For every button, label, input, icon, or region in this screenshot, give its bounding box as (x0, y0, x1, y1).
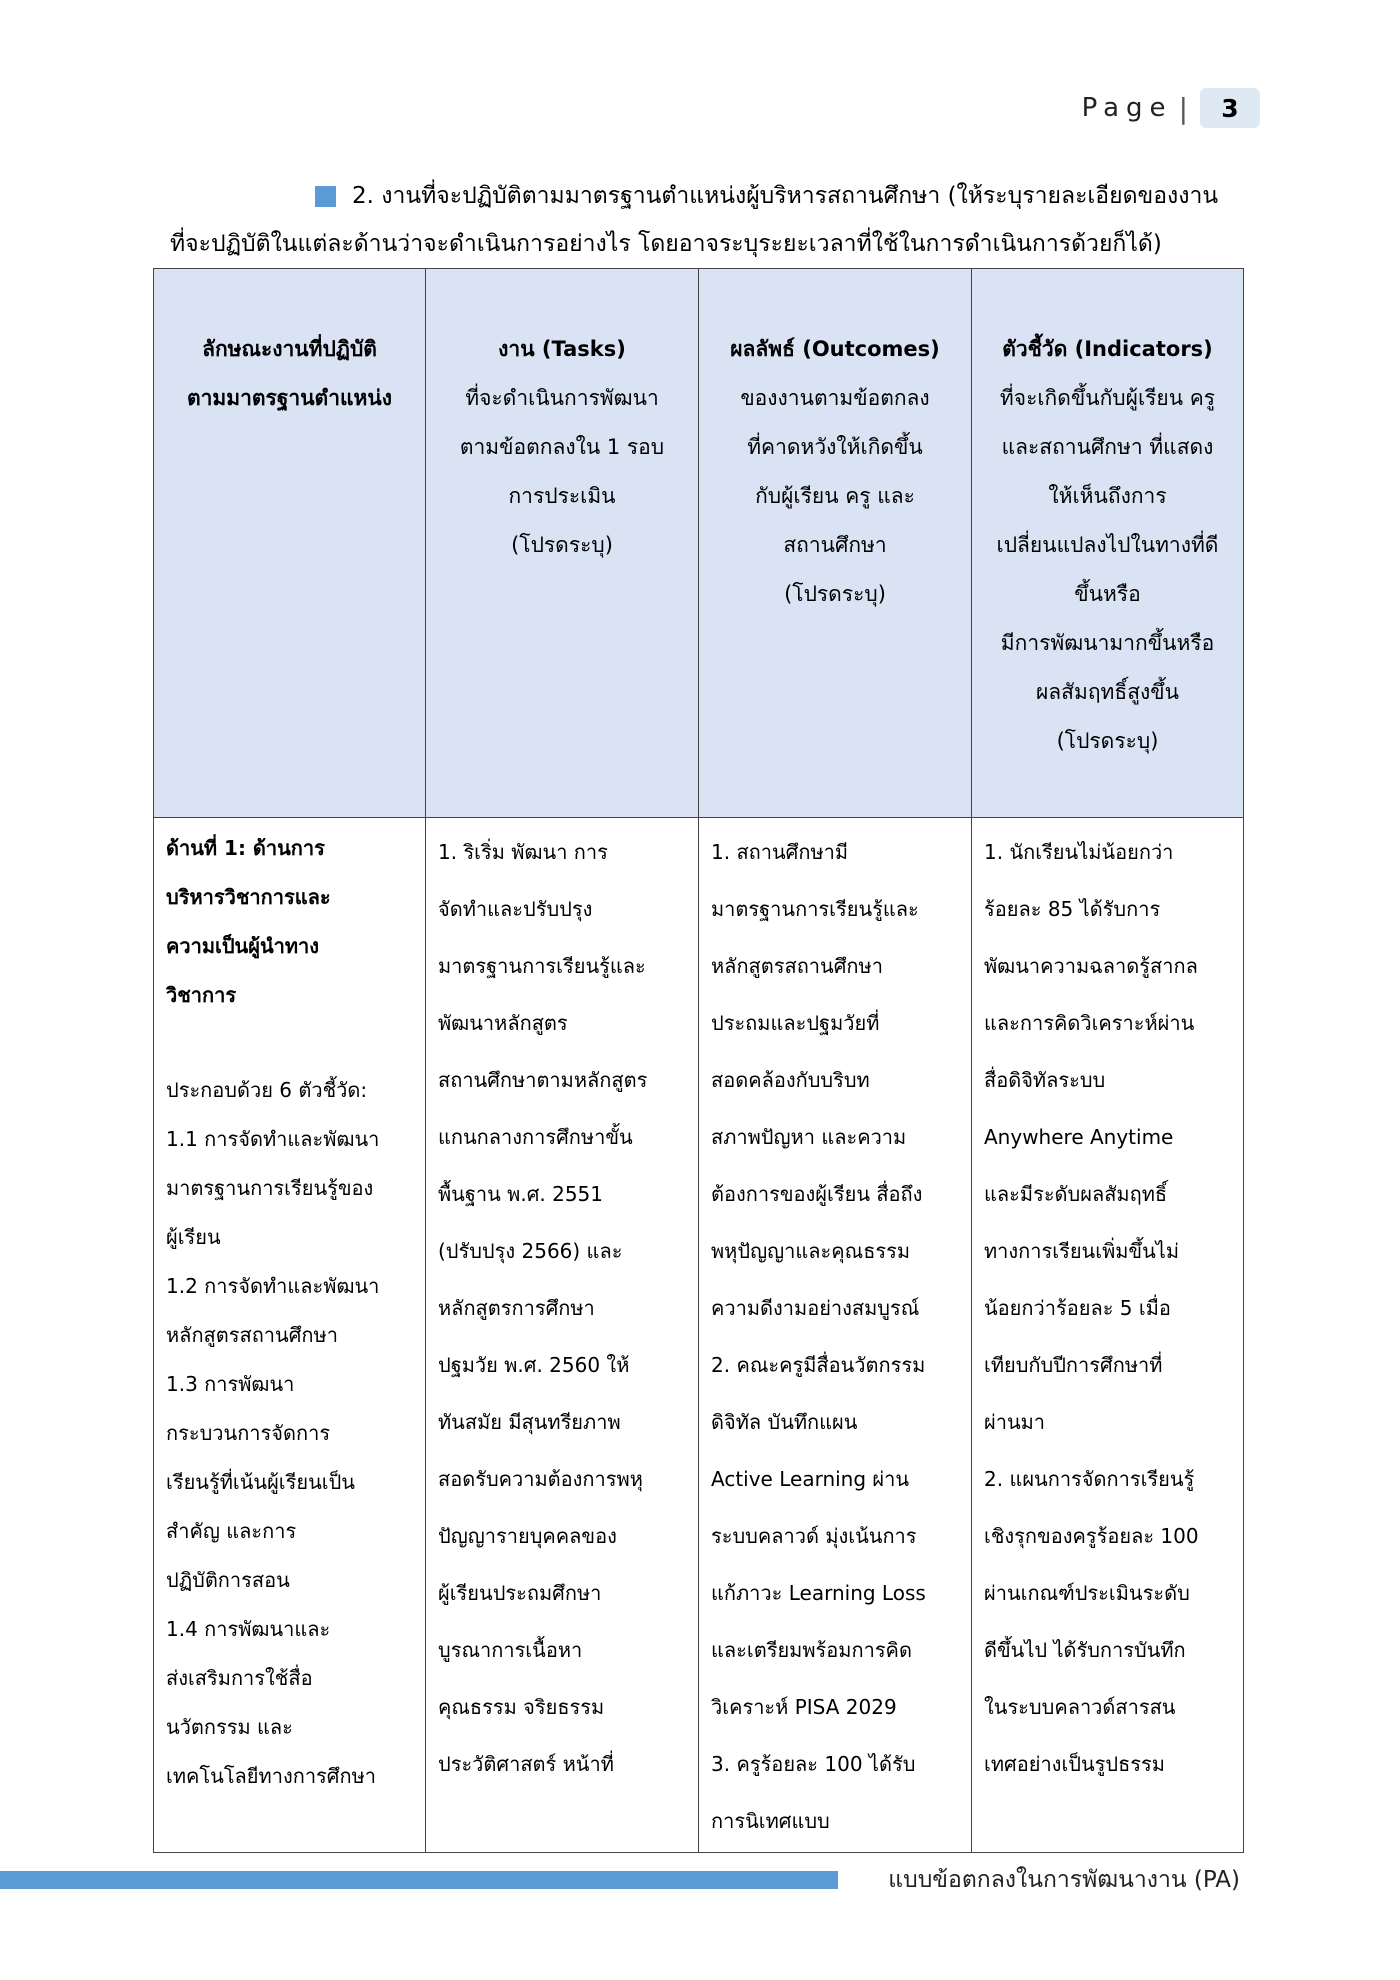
header-outcomes (699, 269, 972, 818)
cell-text-line: และมีระดับผลสัมฤทธิ์ (984, 1182, 1168, 1206)
cell-text-line: ต้องการของผู้เรียน สื่อถึง (711, 1182, 923, 1206)
aspect-title-line: ความเป็นผู้นำทาง (166, 934, 320, 958)
cell-text-line: พัฒนาหลักสูตร (438, 1011, 568, 1035)
aspect-title-line: บริหารวิชาการและ (166, 885, 331, 909)
header-desc-line: (โปรดระบุ) (784, 582, 886, 606)
cell-text-line: ทางการเรียนเพิ่มขึ้นไม่ (984, 1239, 1180, 1263)
header-desc-line: สถานศึกษา (783, 533, 887, 557)
cell-text-line: แก้ภาวะ Learning Loss (711, 1581, 926, 1605)
cell-text-line: Anywhere Anytime (984, 1125, 1174, 1149)
cell-text-line: เทียบกับปีการศึกษาที่ (984, 1353, 1163, 1377)
aspect-indicator-line: เทคโนโลยีทางการศึกษา (166, 1764, 377, 1788)
cell-text-line: สื่อดิจิทัลระบบ (984, 1068, 1106, 1092)
aspect-indicator-line: 1.2 การจัดทำและพัฒนา (166, 1274, 380, 1298)
cell-text-line: ประวัติศาสตร์ หน้าที่ (438, 1752, 614, 1776)
aspect-title-line: วิชาการ (166, 983, 237, 1007)
aspect-title-line: ด้านที่ 1: ด้านการ (166, 836, 325, 860)
header-desc-line: ผลสัมฤทธิ์สูงขึ้น (1036, 680, 1179, 704)
cell-text-line: 2. แผนการจัดการเรียนรู้ (984, 1467, 1195, 1491)
aspect-indicator-line: ปฏิบัติการสอน (166, 1568, 290, 1592)
cell-text-line: และเตรียมพร้อมการคิด (711, 1638, 912, 1662)
cell-text-line: ความดีงามอย่างสมบูรณ์ (711, 1296, 920, 1320)
cell-text-line: คุณธรรม จริยธรรม (438, 1695, 605, 1719)
cell-text-line: มาตรฐานการเรียนรู้และ (711, 897, 919, 921)
cell-text-line: น้อยกว่าร้อยละ 5 เมื่อ (984, 1296, 1171, 1320)
cell-text-line: มาตรฐานการเรียนรู้และ (438, 954, 646, 978)
header-tasks (426, 269, 699, 818)
cell-indicators (972, 818, 1244, 1853)
header-desc-line: (โปรดระบุ) (1056, 729, 1159, 753)
cell-text-line: 1. สถานศึกษามี (711, 840, 849, 864)
cell-text-line: หลักสูตรการศึกษา (438, 1296, 595, 1320)
cell-text-line: ทันสมัย มีสุนทรียภาพ (438, 1410, 621, 1434)
cell-text-line: แกนกลางการศึกษาขั้น (438, 1125, 633, 1149)
cell-outcomes (699, 818, 972, 1853)
page-header (1082, 88, 1260, 128)
header-desc-line: การประเมิน (508, 484, 616, 508)
cell-text-line: การนิเทศแบบ (711, 1809, 830, 1833)
table-row (154, 818, 1244, 1853)
header-title-line: ลักษณะงานที่ปฏิบัติ (202, 337, 377, 361)
footer-title: แบบข้อตกลงในการพัฒนางาน (PA) (888, 1867, 1240, 1893)
cell-text-line: พหุปัญญาและคุณธรรม (711, 1239, 911, 1263)
aspect-indicator-line: 1.3 การพัฒนา (166, 1372, 295, 1396)
agreement-table (153, 268, 1244, 1853)
cell-text-line: ปฐมวัย พ.ศ. 2560 ให้ (438, 1353, 630, 1377)
page-label: Page (1081, 93, 1173, 123)
cell-text-line: Active Learning ผ่าน (711, 1467, 910, 1491)
header-title-line: ตามมาตรฐานตำแหน่ง (187, 386, 392, 410)
aspect-indicator-line: หลักสูตรสถานศึกษา (166, 1323, 338, 1347)
aspect-indicator-line: ส่งเสริมการใช้สื่อ (166, 1666, 313, 1690)
header-desc-line: กับผู้เรียน ครู และ (755, 484, 915, 508)
header-title-line: งาน (Tasks) (498, 337, 626, 361)
cell-text-line: (ปรับปรุง 2566) และ (438, 1239, 623, 1263)
cell-text-line: สภาพปัญหา และความ (711, 1125, 907, 1149)
cell-text-line: สอดรับความต้องการพหุ (438, 1467, 643, 1491)
header-desc-line: เปลี่ยนแปลงไปในทางที่ดี (996, 533, 1219, 557)
cell-text-line: ดิจิทัล บันทึกแผน (711, 1410, 858, 1434)
header-desc-line: มีการพัฒนามากขึ้นหรือ (1000, 631, 1215, 655)
cell-text-line: เชิงรุกของครูร้อยละ 100 (984, 1524, 1199, 1548)
aspect-indicator-line: 1.1 การจัดทำและพัฒนา (166, 1127, 380, 1151)
header-desc-line: ที่จะเกิดขึ้นกับผู้เรียน ครู (999, 386, 1216, 410)
aspect-indicator-line: สำคัญ และการ (166, 1519, 297, 1543)
header-title-line: ตัวชี้วัด (Indicators) (1002, 337, 1213, 361)
header-desc-line: ที่จะดำเนินการพัฒนา (465, 386, 659, 410)
cell-text-line: 1. ริเริ่ม พัฒนา การ (438, 840, 608, 864)
cell-text-line: จัดทำและปรับปรุง (438, 897, 593, 921)
cell-text-line: ปัญญารายบุคคลของ (438, 1524, 617, 1548)
cell-text-line: ร้อยละ 85 ได้รับการ (984, 897, 1161, 921)
intro-line-2: ที่จะปฏิบัติในแต่ละด้านว่าจะดำเนินการอย่างไร โดยอาจระบุระยะเวลาที่ใช้ในการดำเนินการด้วยก็ได้) (170, 231, 1162, 257)
cell-text-line: 1. นักเรียนไม่น้อยกว่า (984, 840, 1174, 864)
footer-accent-bar (0, 1871, 838, 1889)
cell-text-line: 3. ครูร้อยละ 100 ได้รับ (711, 1752, 916, 1776)
cell-text-line: พื้นฐาน พ.ศ. 2551 (438, 1182, 603, 1206)
header-desc-line: ตามข้อตกลงใน 1 รอบ (459, 435, 665, 459)
header-desc-line: ขึ้นหรือ (1074, 582, 1141, 606)
cell-text-line: เทศอย่างเป็นรูปธรรม (984, 1752, 1165, 1776)
aspect-indicator-line: ประกอบด้วย 6 ตัวชี้วัด: (166, 1078, 368, 1102)
cell-aspect (154, 818, 426, 1853)
intro-line-1: 2. งานที่จะปฏิบัติตามมาตรฐานตำแหน่งผู้บริหารสถานศึกษา (ให้ระบุรายละเอียดของงาน (352, 183, 1219, 209)
header-desc-line: ให้เห็นถึงการ (1048, 484, 1167, 508)
header-desc-line: ที่คาดหวังให้เกิดขึ้น (747, 435, 923, 459)
header-desc-line: และสถานศึกษา ที่แสดง (1001, 435, 1214, 459)
cell-text-line: บูรณาการเนื้อหา (438, 1638, 583, 1662)
cell-text-line: ดีขึ้นไป ได้รับการบันทึก (984, 1638, 1186, 1662)
header-desc-line: (โปรดระบุ) (511, 533, 613, 557)
cell-text-line: ระบบคลาวด์ มุ่งเน้นการ (711, 1524, 917, 1548)
aspect-indicator-line: กระบวนการจัดการ (166, 1421, 331, 1445)
aspect-indicator-line: ผู้เรียน (166, 1225, 221, 1249)
aspect-indicator-line: 1.4 การพัฒนาและ (166, 1617, 331, 1641)
section-intro (170, 172, 1230, 268)
header-desc-line: ของงานตามข้อตกลง (740, 386, 930, 410)
cell-text-line: หลักสูตรสถานศึกษา (711, 954, 883, 978)
aspect-indicator-line: นวัตกรรม และ (166, 1715, 293, 1739)
cell-text-line: ผ่านเกณฑ์ประเมินระดับ (984, 1581, 1190, 1605)
aspect-indicator-line: เรียนรู้ที่เน้นผู้เรียนเป็น (166, 1470, 355, 1494)
cell-text-line: ผ่านมา (984, 1410, 1046, 1434)
header-position-standard (154, 269, 426, 818)
cell-text-line: พัฒนาความฉลาดรู้สากล (984, 954, 1198, 978)
cell-text-line: และการคิดวิเคราะห์ผ่าน (984, 1011, 1195, 1035)
cell-text-line: วิเคราะห์ PISA 2029 (711, 1695, 897, 1719)
spacer (166, 1020, 415, 1066)
header-indicators (972, 269, 1244, 818)
cell-text-line: 2. คณะครูมีสื่อนวัตกรรม (711, 1353, 926, 1377)
cell-text-line: สอดคล้องกับบริบท (711, 1068, 870, 1092)
cell-text-line: ประถมและปฐมวัยที่ (711, 1011, 880, 1035)
header-title-line: ผลลัพธ์ (Outcomes) (730, 337, 940, 361)
cell-text-line: สถานศึกษาตามหลักสูตร (438, 1068, 648, 1092)
cell-tasks (426, 818, 699, 1853)
aspect-indicator-line: มาตรฐานการเรียนรู้ของ (166, 1176, 374, 1200)
bullet-square-icon (315, 186, 336, 207)
table-header-row (154, 269, 1244, 818)
cell-text-line: ผู้เรียนประถมศึกษา (438, 1581, 602, 1605)
page-number: 3 (1200, 88, 1260, 128)
cell-text-line: ในระบบคลาวด์สารสน (984, 1695, 1176, 1719)
page-separator: | (1178, 91, 1188, 125)
